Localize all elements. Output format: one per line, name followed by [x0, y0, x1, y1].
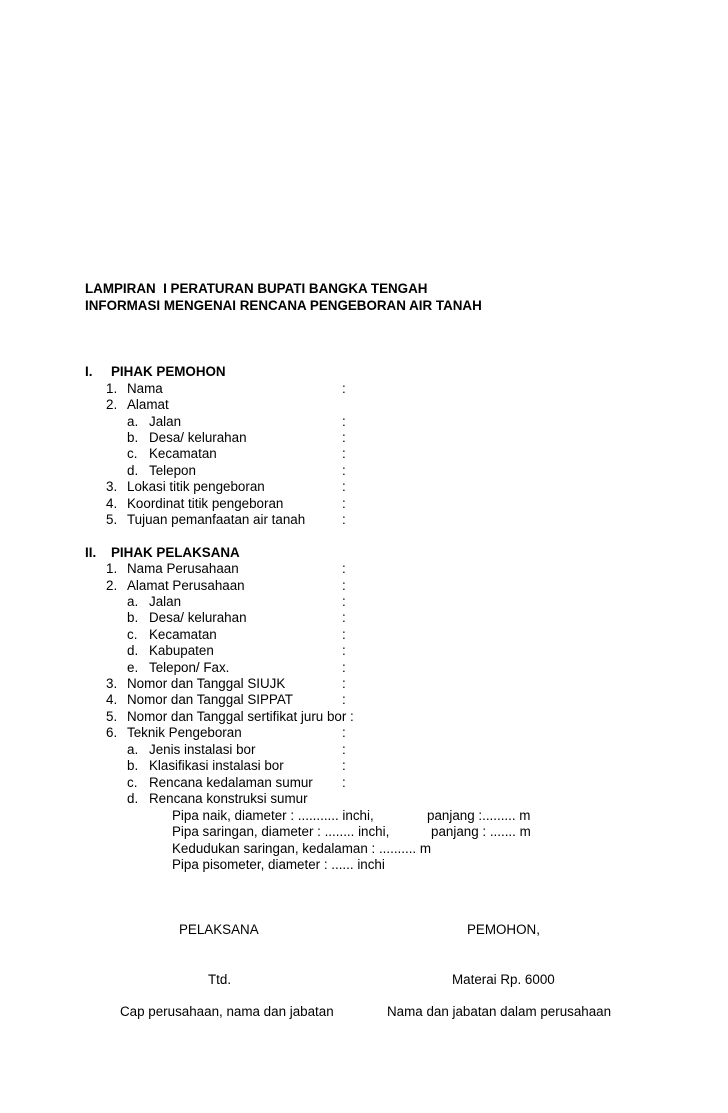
colon: : — [342, 463, 346, 478]
s2-tech-klasifikasi: Klasifikasi instalasi bor — [149, 758, 284, 773]
colon: : — [342, 446, 346, 461]
s2-sub-letter: c. — [127, 627, 138, 642]
colon: : — [342, 610, 346, 625]
colon: : — [342, 381, 346, 396]
s2-item-num: 6. — [106, 725, 118, 740]
signature-right-role: PEMOHON, — [467, 922, 540, 937]
construction-kedudukan: Kedudukan saringan, kedalaman : .......... m — [172, 841, 432, 856]
construction-pipa-naik: Pipa naik, diameter : ........... inchi, — [172, 808, 374, 823]
s2-item-alamat-perusahaan: Alamat Perusahaan — [127, 578, 245, 593]
s2-item-num: 1. — [106, 561, 118, 576]
s1-item-num: 1. — [106, 381, 118, 396]
s1-sub-kecamatan: Kecamatan — [149, 446, 217, 461]
s2-sub-telepon-fax: Telepon/ Fax. — [149, 660, 230, 675]
header-title-line1: LAMPIRAN I PERATURAN BUPATI BANGKA TENGAH — [85, 281, 428, 296]
s2-item-siujk: Nomor dan Tanggal SIUJK — [127, 676, 286, 691]
s2-item-num: 2. — [106, 578, 118, 593]
signature-left-caption: Cap perusahaan, nama dan jabatan — [120, 1004, 334, 1019]
signature-right-materai: Materai Rp. 6000 — [452, 972, 555, 987]
s1-item-num: 5. — [106, 512, 118, 527]
s2-tech-kedalaman: Rencana kedalaman sumur — [149, 775, 313, 790]
s2-sub-letter: b. — [127, 610, 139, 625]
section1-numeral: I. — [85, 364, 93, 379]
s2-item-teknik: Teknik Pengeboran — [127, 725, 242, 740]
s2-tech-jenis: Jenis instalasi bor — [149, 742, 256, 757]
s1-item-num: 2. — [106, 397, 118, 412]
s2-tech-letter: a. — [127, 742, 139, 757]
colon: : — [342, 692, 346, 707]
s2-item-num: 3. — [106, 676, 118, 691]
construction-pipa-saringan-panjang: panjang : ....... m — [431, 824, 531, 839]
colon: : — [342, 627, 346, 642]
s1-sub-jalan: Jalan — [149, 414, 182, 429]
s2-sub-kecamatan: Kecamatan — [149, 627, 217, 642]
colon: : — [342, 414, 346, 429]
s2-item-sertifikat: Nomor dan Tanggal sertifikat juru bor : — [127, 709, 354, 724]
section2-numeral: II. — [85, 545, 97, 560]
section2-title: PIHAK PELAKSANA — [111, 545, 240, 560]
s2-tech-letter: b. — [127, 758, 139, 773]
s1-item-lokasi: Lokasi titik pengeboran — [127, 479, 265, 494]
colon: : — [342, 758, 346, 773]
colon: : — [342, 578, 346, 593]
s2-item-num: 4. — [106, 692, 118, 707]
s1-sub-letter: d. — [127, 463, 139, 478]
colon: : — [342, 676, 346, 691]
colon: : — [342, 430, 346, 445]
colon: : — [342, 479, 346, 494]
s2-item-num: 5. — [106, 709, 118, 724]
s2-item-nama-perusahaan: Nama Perusahaan — [127, 561, 239, 576]
colon: : — [342, 775, 346, 790]
colon: : — [342, 496, 346, 511]
colon: : — [342, 594, 346, 609]
s1-sub-desa: Desa/ kelurahan — [149, 430, 247, 445]
s2-tech-letter: c. — [127, 775, 138, 790]
s1-sub-letter: b. — [127, 430, 139, 445]
s2-item-sippat: Nomor dan Tanggal SIPPAT — [127, 692, 293, 707]
colon: : — [342, 643, 346, 658]
s1-sub-letter: a. — [127, 414, 139, 429]
s1-item-num: 3. — [106, 479, 118, 494]
colon: : — [342, 561, 346, 576]
signature-left-sign: Ttd. — [208, 972, 232, 987]
construction-pipa-naik-panjang: panjang :......... m — [427, 808, 531, 823]
s1-sub-letter: c. — [127, 446, 138, 461]
construction-pisometer: Pipa pisometer, diameter : ...... inchi — [172, 857, 385, 872]
signature-left-role: PELAKSANA — [179, 922, 259, 937]
s1-item-alamat: Alamat — [127, 397, 169, 412]
s2-tech-konstruksi: Rencana konstruksi sumur — [149, 791, 308, 806]
s2-sub-desa: Desa/ kelurahan — [149, 610, 247, 625]
s1-item-num: 4. — [106, 496, 118, 511]
s2-sub-kabupaten: Kabupaten — [149, 643, 214, 658]
construction-pipa-saringan: Pipa saringan, diameter : ........ inchi, — [172, 824, 390, 839]
signature-right-caption: Nama dan jabatan dalam perusahaan — [387, 1004, 612, 1019]
s1-item-koordinat: Koordinat titik pengeboran — [127, 496, 284, 511]
s2-sub-letter: e. — [127, 660, 139, 675]
colon: : — [342, 660, 346, 675]
s1-sub-telepon: Telepon — [149, 463, 196, 478]
colon: : — [342, 742, 346, 757]
colon: : — [342, 512, 346, 527]
s2-tech-letter: d. — [127, 791, 139, 806]
s2-sub-letter: a. — [127, 594, 139, 609]
s1-item-nama: Nama — [127, 381, 163, 396]
section1-title: PIHAK PEMOHON — [111, 364, 226, 379]
s1-item-tujuan: Tujuan pemanfaatan air tanah — [127, 512, 306, 527]
colon: : — [342, 725, 346, 740]
header-title-line2: INFORMASI MENGENAI RENCANA PENGEBORAN AIR TANAH — [85, 298, 482, 313]
s2-sub-jalan: Jalan — [149, 594, 182, 609]
s2-sub-letter: d. — [127, 643, 139, 658]
